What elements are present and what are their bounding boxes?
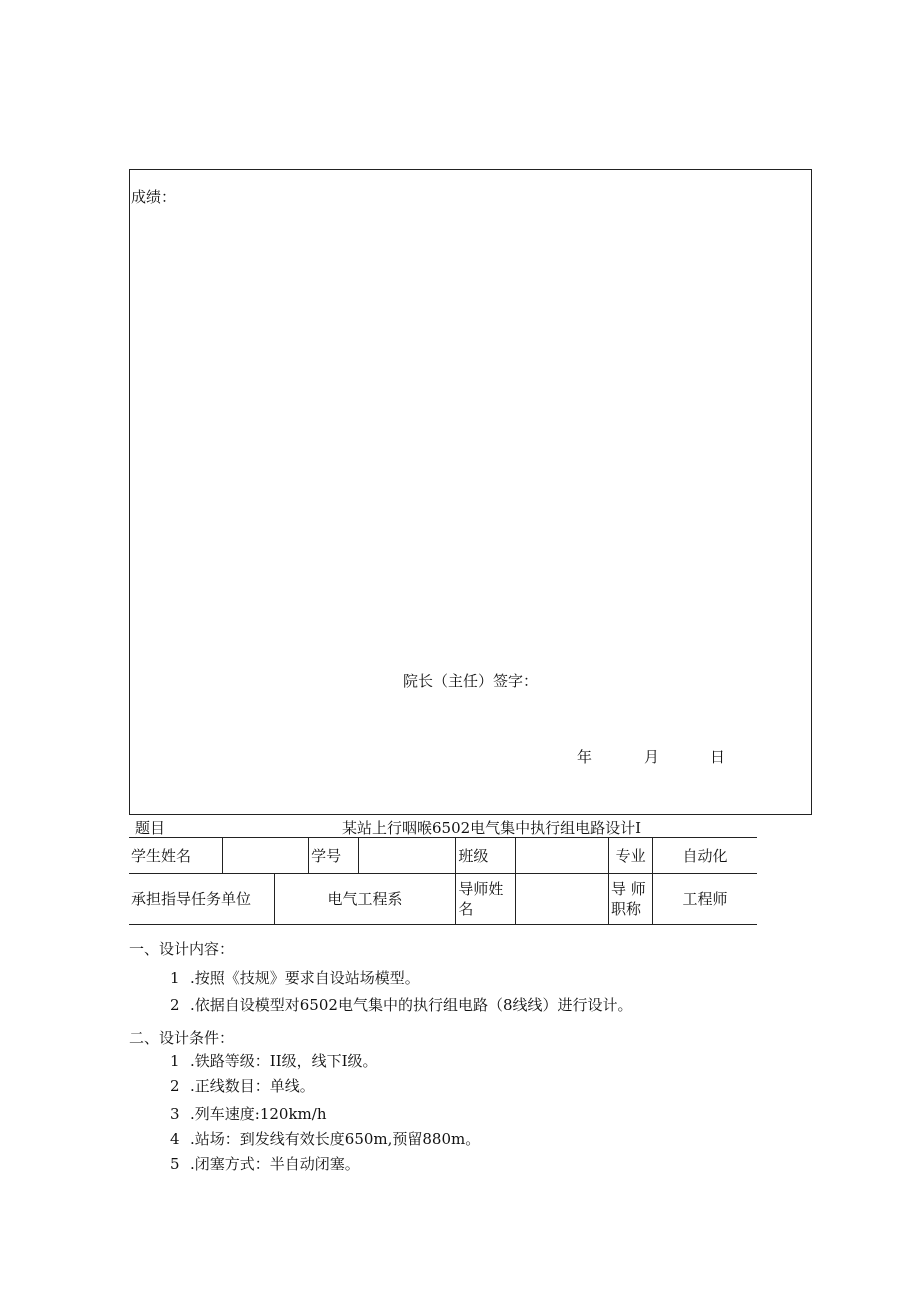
list-item-text: .闭塞方式：半自动闭塞。 bbox=[190, 1155, 360, 1173]
student-name-field[interactable] bbox=[223, 838, 309, 874]
list-item-number: 1 bbox=[170, 1052, 180, 1070]
date-year: 年 bbox=[577, 748, 593, 766]
student-id-label: 学号 bbox=[309, 838, 358, 874]
advisor-title-value: 工程师 bbox=[653, 874, 757, 925]
list-item-number: 2 bbox=[170, 996, 180, 1014]
class-field[interactable] bbox=[515, 838, 609, 874]
student-id-field[interactable] bbox=[358, 838, 456, 874]
topic-value: 某站上行咽喉6502电气集中执行组电路设计I bbox=[342, 819, 642, 837]
list-item-number: 3 bbox=[170, 1105, 180, 1123]
topic-row bbox=[129, 816, 757, 838]
list-item bbox=[170, 1103, 326, 1124]
list-item-text: .正线数目：单线。 bbox=[190, 1077, 315, 1095]
list-item-number: 5 bbox=[170, 1155, 180, 1173]
list-item bbox=[170, 1153, 360, 1174]
list-item-text: .铁路等级：II级，线下I级。 bbox=[190, 1052, 378, 1070]
class-label: 班级 bbox=[456, 838, 515, 874]
grade-box bbox=[129, 169, 812, 815]
list-item bbox=[170, 967, 420, 988]
dean-signature-label: 院长（主任）签字： bbox=[403, 672, 539, 690]
topic-label: 题目 bbox=[135, 819, 166, 837]
unit-value: 电气工程系 bbox=[274, 874, 456, 925]
list-item-text: .列车速度:120km/h bbox=[190, 1105, 327, 1123]
table-row bbox=[129, 874, 757, 925]
list-item bbox=[170, 1128, 480, 1149]
list-item-number: 2 bbox=[170, 1077, 180, 1095]
date-month: 月 bbox=[644, 748, 660, 766]
major-label: 专业 bbox=[609, 838, 653, 874]
table-row bbox=[129, 838, 757, 874]
section2-heading: 二、设计条件： bbox=[129, 1029, 235, 1047]
advisor-title-label: 导 师 职称 bbox=[609, 874, 653, 925]
list-item bbox=[170, 1050, 378, 1071]
list-item-text: .站场：到发线有效长度650m,预留880m。 bbox=[190, 1130, 481, 1148]
major-value: 自动化 bbox=[653, 838, 757, 874]
grade-label: 成绩： bbox=[131, 188, 177, 206]
list-item-number: 4 bbox=[170, 1130, 180, 1148]
unit-label: 承担指导任务单位 bbox=[129, 874, 274, 925]
section1-heading: 一、设计内容： bbox=[129, 940, 235, 958]
info-table bbox=[129, 837, 757, 925]
list-item bbox=[170, 994, 633, 1015]
list-item bbox=[170, 1075, 315, 1096]
date-day: 日 bbox=[710, 748, 726, 766]
student-name-label: 学生姓名 bbox=[129, 838, 223, 874]
list-item-number: 1 bbox=[170, 969, 180, 987]
advisor-name-field[interactable] bbox=[515, 874, 609, 925]
advisor-name-label: 导师姓名 bbox=[456, 874, 515, 925]
list-item-text: .按照《技规》要求自设站场模型。 bbox=[190, 969, 420, 987]
list-item-text: .依据自设模型对6502电气集中的执行组电路（8线线）进行设计。 bbox=[190, 996, 633, 1014]
